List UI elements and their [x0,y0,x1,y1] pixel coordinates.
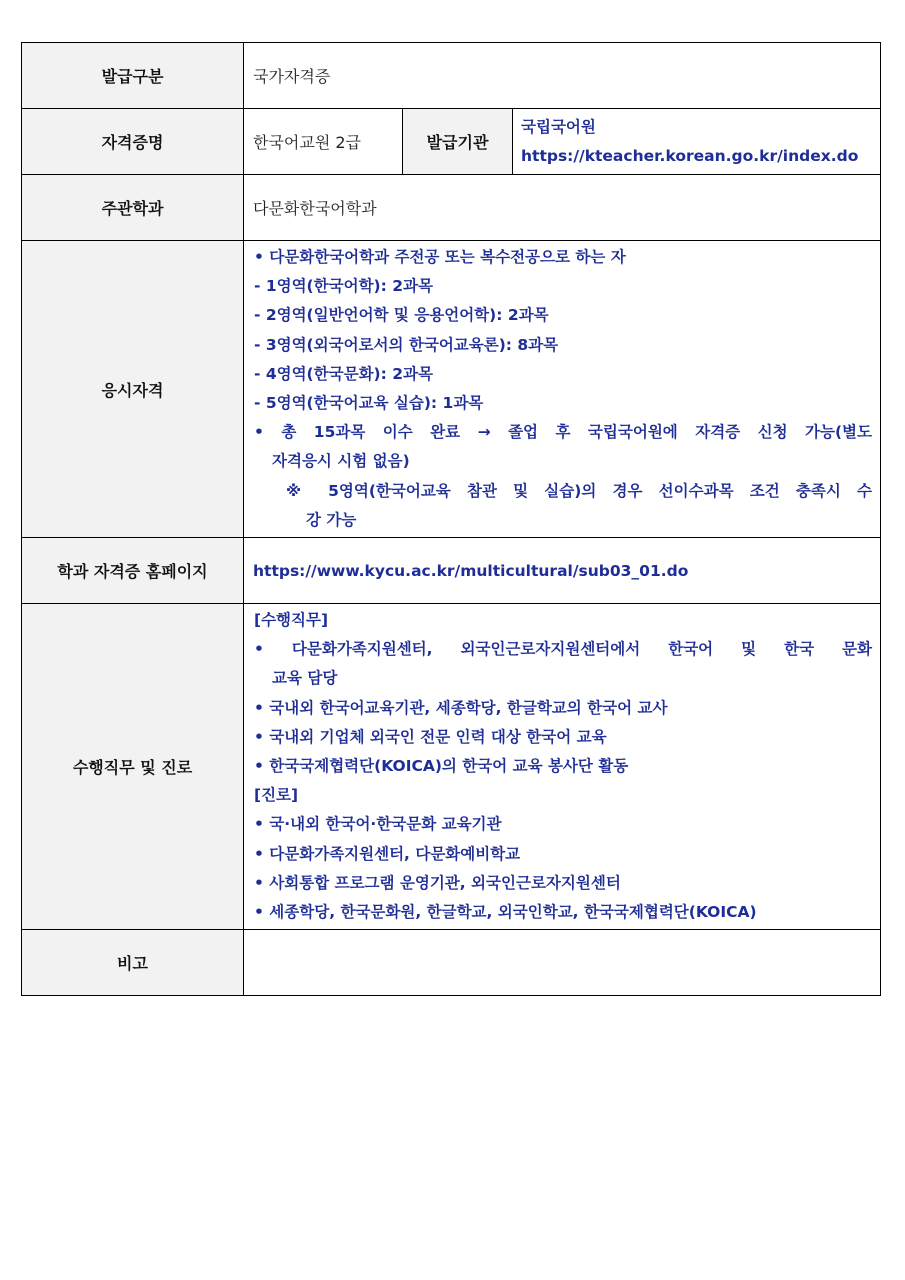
career-item: • 다문화가족지원센터, 다문화예비학교 [254,844,521,863]
cert-name-value: 한국어교원 2급 [244,109,403,175]
issue-type-value: 국가자격증 [244,43,881,109]
cert-name-label: 자격증명 [22,109,244,175]
career-item: • 국·내외 한국어·한국문화 교육기관 [254,815,502,834]
certificate-info-table [21,42,881,996]
career-header: [진로] [254,786,299,805]
eligibility-note-line-cont: 강 가능 [306,510,357,529]
eligibility-line: - 2영역(일반언어학 및 응용언어학): 2과목 [254,306,549,325]
row-issue-type [22,43,881,109]
row-duties [22,604,881,930]
issuer-link[interactable]: https://kteacher.korean.go.kr/index.do [521,146,859,165]
row-homepage [22,538,881,604]
duty-item: • 국내외 기업체 외국인 전문 인력 대상 한국어 교육 [254,727,607,746]
eligibility-line: - 4영역(한국문화): 2과목 [254,364,433,383]
eligibility-line: - 1영역(한국어학): 2과목 [254,277,433,296]
eligibility-total-line-cont: 자격응시 시험 없음) [272,452,410,471]
eligibility-note-line: ※ 5영역(한국어교육 참관 및 실습)의 경우 선이수과목 조건 충족시 수 [286,481,872,500]
duty-item: • 다문화가족지원센터, 외국인근로자지원센터에서 한국어 및 한국 문화 [254,640,872,659]
duty-item: • 국내외 한국어교육기관, 세종학당, 한글학교의 한국어 교사 [254,698,668,717]
eligibility-line: • 다문화한국어학과 주전공 또는 복수전공으로 하는 자 [254,248,626,266]
dept-label: 주관학과 [22,175,244,241]
remarks-value [244,930,881,996]
eligibility-total-line: • 총 15과목 이수 완료 → 졸업 후 국립국어원에 자격증 신청 가능(별도 [254,423,872,442]
eligibility-line: - 5영역(한국어교육 실습): 1과목 [254,394,484,413]
homepage-link[interactable]: https://www.kycu.ac.kr/multicultural/sub03_01.do [244,538,881,604]
remarks-label: 비고 [22,930,244,996]
eligibility-line: - 3영역(외국어로서의 한국어교육론): 8과목 [254,335,559,354]
eligibility-content [244,241,881,538]
row-cert-name [22,109,881,175]
duty-item: • 한국국제협력단(KOICA)의 한국어 교육 봉사단 활동 [254,757,629,776]
row-eligibility [22,241,881,538]
row-dept [22,175,881,241]
duty-item-cont: 교육 담당 [272,669,338,688]
issuer-label: 발급기관 [403,109,513,175]
homepage-label: 학과 자격증 홈페이지 [22,538,244,604]
eligibility-label: 응시자격 [22,241,244,538]
issuer-name: 국립국어원 [521,117,596,136]
issue-type-label: 발급구분 [22,43,244,109]
duty-header: [수행직무] [254,611,329,630]
issuer-cell [513,109,881,175]
row-remarks [22,930,881,996]
dept-value: 다문화한국어학과 [244,175,881,241]
career-item: • 세종학당, 한국문화원, 한글학교, 외국인학교, 한국국제협력단(KOICA) [254,903,757,922]
duties-content [244,604,881,930]
career-item: • 사회통합 프로그램 운영기관, 외국인근로자지원센터 [254,873,621,892]
duties-label: 수행직무 및 진로 [22,604,244,930]
